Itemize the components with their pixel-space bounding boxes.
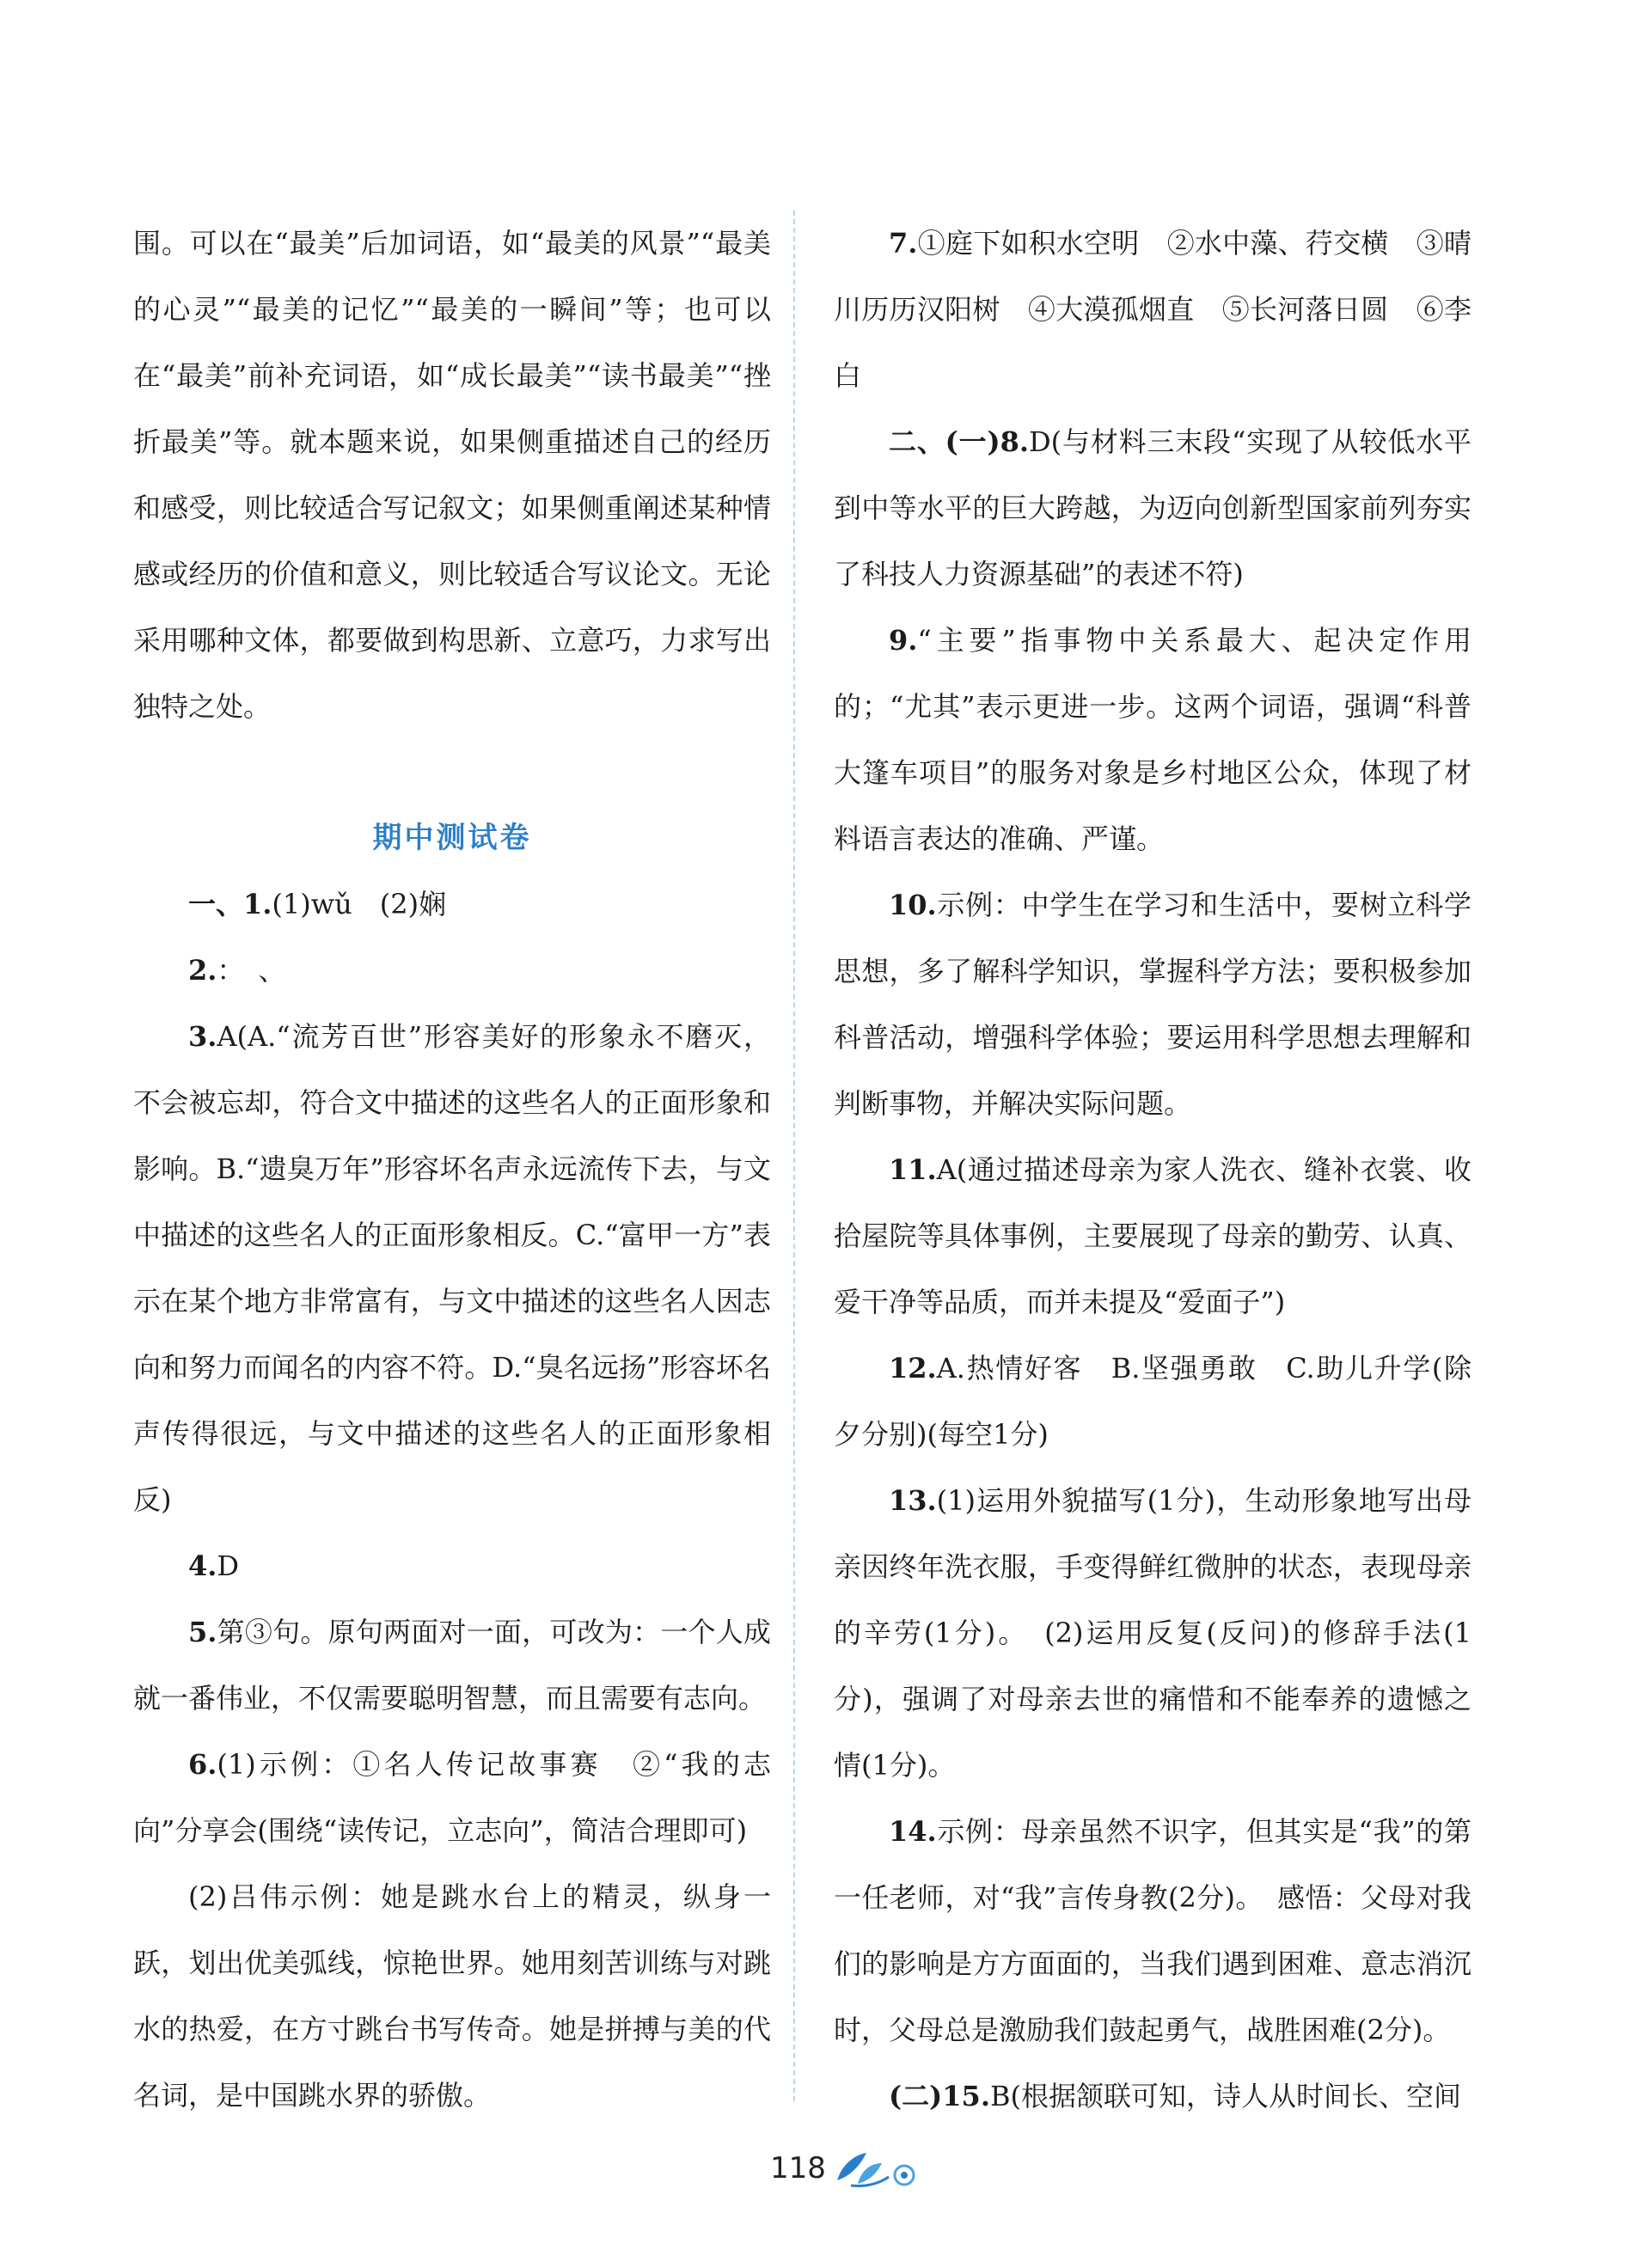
answer-number: 4.	[188, 1550, 217, 1582]
answer-text: (1)wǔ (2)娴	[272, 888, 447, 920]
answer-item	[834, 608, 1472, 872]
answer-number: 13.	[889, 1484, 937, 1517]
answer-number: 6.	[188, 1748, 217, 1781]
answer-text: B(根据颔联可知，诗人从时间长、空间	[989, 2080, 1461, 2112]
answer-text: D(与材料三末段“实现了从较低水平到中等水平的巨大跨越，为迈向创新型国家前列夯实了科技人力资源基础”的表述不符)	[834, 425, 1472, 590]
answer-text: “主要”指事物中关系最大、起决定作用的；“尤其”表示更进一步。这两个词语，强调“科普大篷车项目”的服务对象是乡村地区公众，体现了材料语言表达的准确、严谨。	[834, 624, 1472, 855]
answer-text: A.热情好客 B.坚强勇敢 C.助儿升学(除夕分别)(每空1分)	[834, 1352, 1472, 1451]
answer-item	[133, 1732, 771, 1864]
page-number: 118	[770, 2151, 826, 2185]
answer-item	[133, 1004, 771, 1533]
answer-text: 示例：母亲虽然不识字，但其实是“我”的第一任老师，对“我”言传身教(2分)。 感悟：父母对我们的影响是方方面面的，当我们遇到困难、意志消沉时，父母总是激励我们鼓起勇气，战胜困难(2分)。	[834, 1815, 1472, 2046]
answer-number: 二、(一)8.	[889, 425, 1030, 458]
answer-item	[133, 938, 771, 1004]
answer-text: A(通过描述母亲为家人洗衣、缝补衣裳、收拾屋院等具体事例，主要展现了母亲的勤劳、认真、爱干净等品质，而并未提及“爱面子”)	[834, 1153, 1472, 1318]
answer-item	[834, 1137, 1472, 1336]
answer-item	[834, 409, 1472, 608]
answer-item	[133, 1864, 771, 2129]
answer-number: 9.	[889, 624, 918, 657]
answer-text: (2)吕伟示例：她是跳水台上的精灵，纵身一跃，划出优美弧线，惊艳世界。她用刻苦训练与对跳水的热爱，在方寸跳台书写传奇。她是拼搏与美的代名词，是中国跳水界的骄傲。	[133, 1880, 771, 2112]
answer-number: (二)15.	[889, 2080, 990, 2112]
answer-text: (1)运用外貌描写(1分)，生动形象地写出母亲因终年洗衣服，手变得鲜红微肿的状态，表现母亲的辛劳(1分)。 (2)运用反复(反问)的修辞手法(1分)，强调了对母亲去世的痛惜和不能奉养的遗憾之情(1分)。	[834, 1484, 1472, 1782]
answer-item	[834, 2063, 1472, 2130]
answer-text: (1)示例：①名人传记故事赛 ②“我的志向”分享会(围绕“读传记，立志向”，简洁合理即可)	[133, 1748, 771, 1847]
answer-number: 3.	[188, 1020, 217, 1053]
answer-text: 示例：中学生在学习和生活中，要树立科学思想，多了解科学知识，掌握科学方法；要积极参加科普活动，增强科学体验；要运用科学思想去理解和判断事物，并解决实际问题。	[834, 889, 1472, 1120]
answer-item	[133, 1533, 771, 1599]
right-column	[834, 211, 1472, 2130]
answer-number: 2.	[188, 954, 217, 987]
answer-item	[834, 1336, 1472, 1468]
answer-item	[133, 1599, 771, 1732]
left-answers	[133, 871, 771, 2129]
answer-text: A(A.“流芳百世”形容美好的形象永不磨灭，不会被忘却，符合文中描述的这些名人的正面形象和影响。B.“遗臭万年”形容坏名声永远流传下去，与文中描述的这些名人的正面形象相反。C.“富甲一方”表示在某个地方非常富有，与文中描述的这些名人因志向和努力而闻名的内容不符。D.“臭名远扬”形容坏名声传得很远，与文中描述的这些名人的正面形象相反)	[133, 1020, 771, 1516]
answer-number: 11.	[889, 1153, 937, 1186]
answer-number: 5.	[188, 1616, 217, 1648]
answer-text: ： 、	[217, 954, 286, 987]
column-divider	[793, 211, 795, 2101]
answer-number: 12.	[889, 1352, 937, 1385]
answer-item	[834, 1468, 1472, 1799]
leaf-swirl-ornament-icon	[832, 2143, 927, 2194]
left-column	[133, 211, 771, 2129]
answer-item	[834, 211, 1472, 409]
answer-text: 第③句。原句两面对一面，可改为：一个人成就一番伟业，不仅需要聪明智慧，而且需要有志向。	[133, 1616, 771, 1715]
answer-number: 7.	[889, 227, 918, 260]
intro-paragraph: 围。可以在“最美”后加词语，如“最美的风景”“最美的心灵”“最美的记忆”“最美的一瞬间”等；也可以在“最美”前补充词语，如“成长最美”“读书最美”“挫折最美”等。就本题来说，如果侧重描述自己的经历和感受，则比较适合写记叙文；如果侧重阐述某种情感或经历的价值和意义，则比较适合写议论文。无论采用哪种文体，都要做到构思新、立意巧，力求写出独特之处。	[133, 227, 771, 723]
answer-item	[834, 872, 1472, 1137]
answer-text: D	[217, 1550, 240, 1582]
section-title: 期中测试卷	[372, 821, 532, 855]
answer-number: 14.	[889, 1815, 937, 1848]
answer-number: 一、1.	[188, 888, 272, 920]
answer-text: ①庭下如积水空明 ②水中藻、荇交横 ③晴川历历汉阳树 ④大漠孤烟直 ⑤长河落日圆 ⑥李白	[834, 227, 1472, 392]
answer-item	[834, 1799, 1472, 2063]
answer-number: 10.	[889, 889, 937, 921]
answer-item	[133, 871, 771, 938]
